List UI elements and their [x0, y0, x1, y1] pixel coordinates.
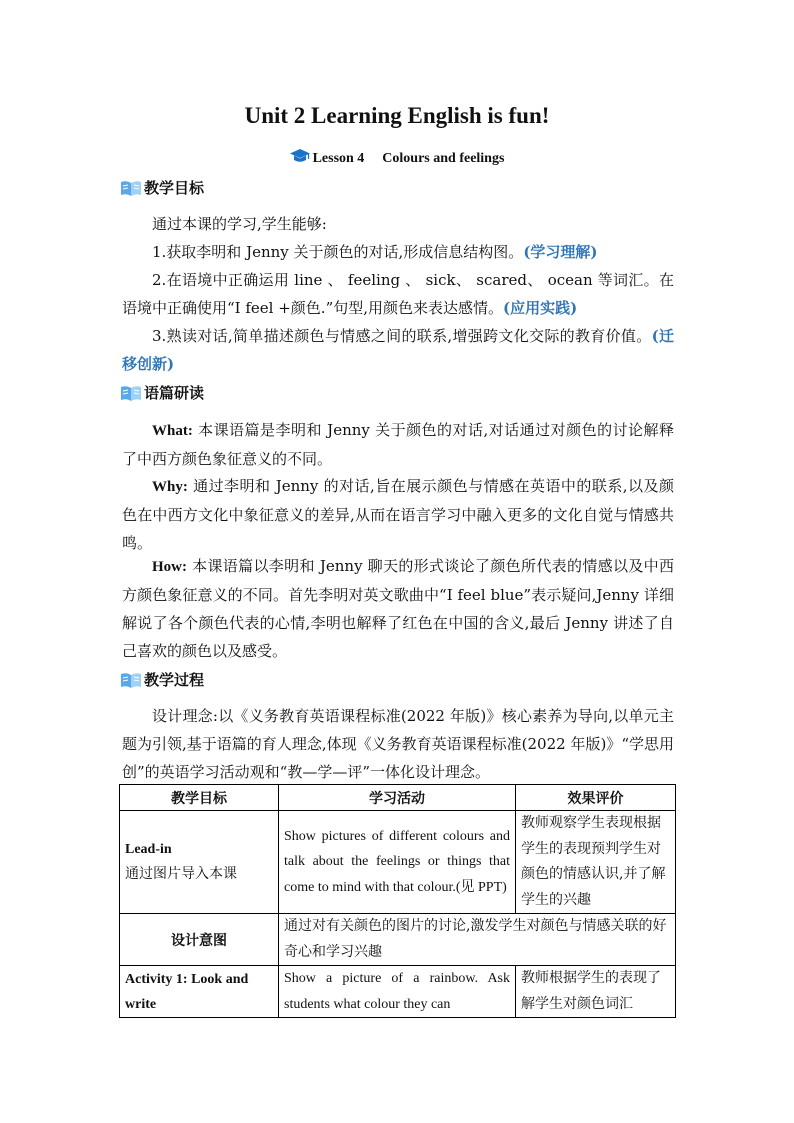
analysis-why [122, 472, 674, 557]
what-text: 本课语篇是李明和 Jenny 关于颜色的对话,对话通过对颜色的讨论解释了中西方颜色象征意义的不同。 [122, 421, 674, 468]
objective-item-2 [122, 266, 674, 322]
design-text: 通过对有关颜色的图片的讨论,激发学生对颜色与情感关联的好奇心和学习兴趣 [279, 914, 676, 966]
section-heading-analysis [120, 382, 204, 404]
analysis-what [122, 416, 674, 473]
objective-item-3 [122, 322, 674, 378]
how-text: 本课语篇以李明和 Jenny 聊天的形式谈论了颜色所代表的情感以及中西方颜色象征意义的不同。首先李明对英文歌曲中“I feel blue”表示疑问,Jenny 详细解说了各个颜色代表的心情,李明也解释了红色在中国的含义,最后 Jenny 讲述了自己喜欢的颜色以及感受。 [122, 557, 674, 660]
teaching-process-table [119, 784, 676, 1018]
why-text: 通过李明和 Jenny 的对话,旨在展示颜色与情感在英语中的联系,以及颜色在中西方文化中象征意义的差异,从而在语言学习中融入更多的文化自觉与情感共鸣。 [122, 477, 674, 552]
page-title: Unit 2 Learning English is fun! [244, 103, 550, 128]
table-header: 教学目标 [120, 785, 279, 811]
what-label: What: [152, 423, 193, 439]
goal-en: Lead-in [125, 842, 172, 857]
table-header-row [120, 785, 676, 811]
table-header: 效果评价 [516, 785, 676, 811]
table-cell-evaluation: 教师根据学生的表现了解学生对颜色词汇 [516, 966, 676, 1018]
table-row [120, 811, 676, 914]
table-header: 学习活动 [279, 785, 516, 811]
section-heading-label: 教学过程 [144, 671, 205, 689]
lesson-topic: Colours and feelings [382, 151, 505, 166]
objectives-intro: 通过本课的学习,学生能够: [152, 215, 327, 233]
analysis-how [122, 552, 674, 665]
goal-zh: 通过图片导入本课 [125, 866, 237, 882]
open-book-icon [120, 179, 142, 203]
table-cell-activity: Show a picture of a rainbow. Ask students what colour they can [279, 966, 516, 1018]
how-label: How: [152, 559, 187, 575]
objective-text: 3.熟读对话,简单描述颜色与情感之间的联系,增强跨文化交际的教育价值。 [152, 327, 652, 345]
objective-tag: (迁移创新) [122, 327, 674, 373]
objective-tag: (应用实践) [503, 299, 578, 317]
objective-text: 2.在语境中正确运用 line 、 feeling 、 sick、 scared、 ocean 等词汇。在语境中正确使用“I feel +颜色.”句型,用颜色来表达感情。 [122, 271, 674, 317]
process-intro: 设计理念:以《义务教育英语课程标准(2022 年版)》核心素养为导向,以单元主题为引领,基于语篇的育人理念,体现《义务教育英语课程标准(2022 年版)》“学思用创”的英语学习活动观和“教—学—评”一体化设计理念。 [122, 707, 674, 781]
open-book-icon [120, 671, 142, 695]
section-heading-label: 语篇研读 [144, 384, 205, 402]
lesson-subtitle [0, 148, 794, 169]
table-cell-evaluation: 教师观察学生表现根据学生的表现预判学生对颜色的情感认识,并了解学生的兴趣 [516, 811, 676, 914]
table-row-design [120, 914, 676, 966]
table-cell-goal: Activity 1: Look and write [120, 966, 279, 1018]
design-label: 设计意图 [120, 914, 279, 966]
table-row [120, 966, 676, 1018]
section-heading-objectives [120, 177, 204, 199]
objective-item-1 [122, 238, 674, 266]
open-book-icon [120, 384, 142, 408]
table-cell-goal [120, 811, 279, 914]
why-label: Why: [152, 479, 188, 495]
table-cell-activity: Show pictures of different colours and talk about the feelings or things that come to mind with that colour.(见 PPT) [279, 811, 516, 914]
objective-text: 1.获取李明和 Jenny 关于颜色的对话,形成信息结构图。 [152, 243, 524, 261]
graduation-cap-icon [290, 148, 310, 169]
section-heading-label: 教学目标 [144, 179, 205, 197]
section-heading-process [120, 669, 204, 691]
objective-tag: (学习理解) [523, 243, 598, 261]
lesson-number: Lesson 4 [312, 151, 365, 166]
